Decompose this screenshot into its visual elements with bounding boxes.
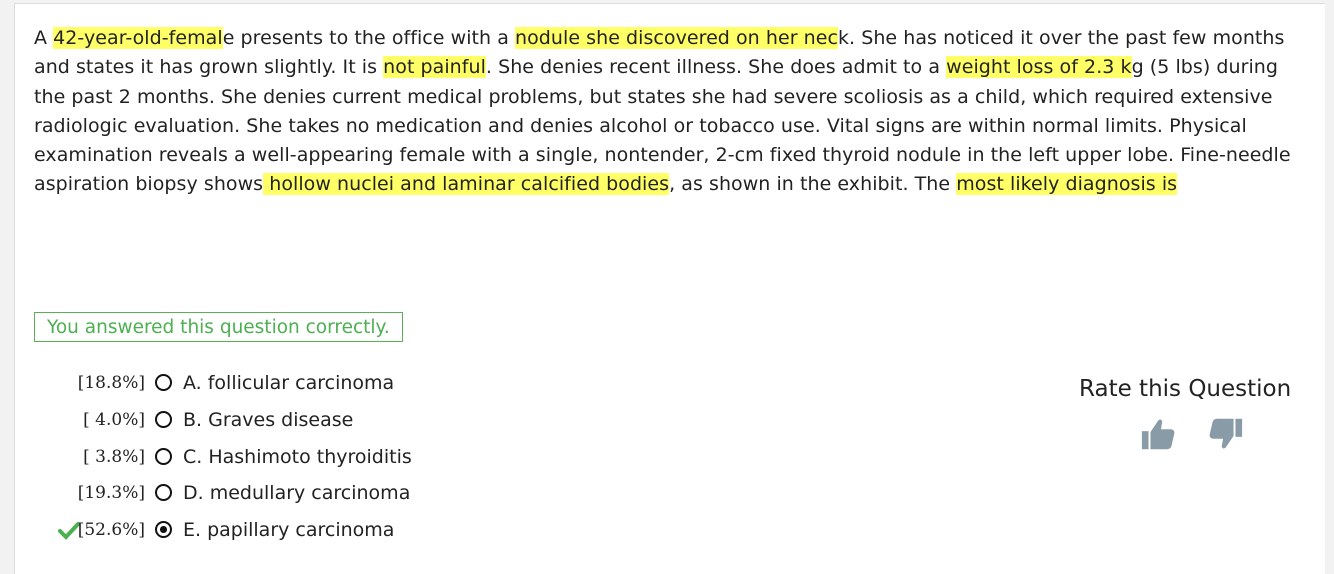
highlighted-text: most likely diagnosis is: [956, 173, 1178, 196]
option-label[interactable]: E. papillary carcinoma: [183, 519, 395, 542]
answer-option[interactable]: [0, 476, 700, 510]
highlighted-text: weight loss of 2.3 k: [946, 56, 1132, 79]
option-percentage: [52.6%]: [77, 520, 145, 541]
question-text: . She denies recent illness. She does admit to a: [485, 56, 947, 79]
option-label[interactable]: C. Hashimoto thyroiditis: [183, 445, 412, 468]
answer-option[interactable]: [0, 403, 700, 437]
option-label[interactable]: A. follicular carcinoma: [183, 372, 395, 394]
answer-option[interactable]: [0, 513, 700, 547]
highlighted-text: not painful: [383, 56, 486, 79]
question-text: A: [34, 27, 54, 49]
option-radio[interactable]: [155, 411, 172, 428]
question-text: g (5 lbs) during the past 2 months. She denies current medical problems, but states she had severe scoliosis as a child, which required extensive radiologic evaluation. She takes no medication and denies alcohol or tobacco use. Vital signs are within normal limits. Physical examination reveals a well-appearing female with a single, nontender, 2-cm fixed thyroid nodule in the left upper lobe. Fine-needle aspiration biopsy shows: [34, 56, 1291, 196]
option-radio[interactable]: [155, 484, 172, 501]
option-percentage: [19.3%]: [77, 483, 145, 504]
rate-question-title: Rate this Question: [1079, 376, 1292, 402]
question-text: k. She has noticed it over the past few months and states it has grown slightly. It is: [34, 27, 1285, 79]
highlighted-text: 42-year-old-femal: [53, 27, 223, 49]
question-text: e presents to the office with a: [222, 27, 516, 49]
option-percentage: [18.8%]: [77, 373, 145, 393]
answer-option[interactable]: [0, 366, 700, 400]
answer-option[interactable]: [0, 440, 700, 474]
question-text: , as shown in the exhibit. The: [669, 173, 957, 196]
highlighted-text: hollow nuclei and laminar calcified bodies: [263, 173, 670, 196]
option-percentage: [ 3.8%]: [83, 446, 145, 467]
option-percentage: [ 4.0%]: [83, 409, 145, 430]
option-radio[interactable]: [155, 448, 172, 465]
correct-check-icon: [58, 519, 80, 541]
thumbs-up-icon[interactable]: [1140, 415, 1178, 453]
option-radio[interactable]: [155, 521, 172, 538]
option-label[interactable]: D. medullary carcinoma: [183, 482, 411, 505]
question-stem: [34, 24, 1309, 200]
result-banner: You answered this question correctly.: [34, 312, 403, 342]
highlighted-text: nodule she discovered on her nec: [515, 27, 838, 49]
option-label[interactable]: B. Graves disease: [183, 408, 354, 431]
thumbs-down-icon[interactable]: [1206, 415, 1244, 453]
option-radio[interactable]: [155, 374, 172, 391]
